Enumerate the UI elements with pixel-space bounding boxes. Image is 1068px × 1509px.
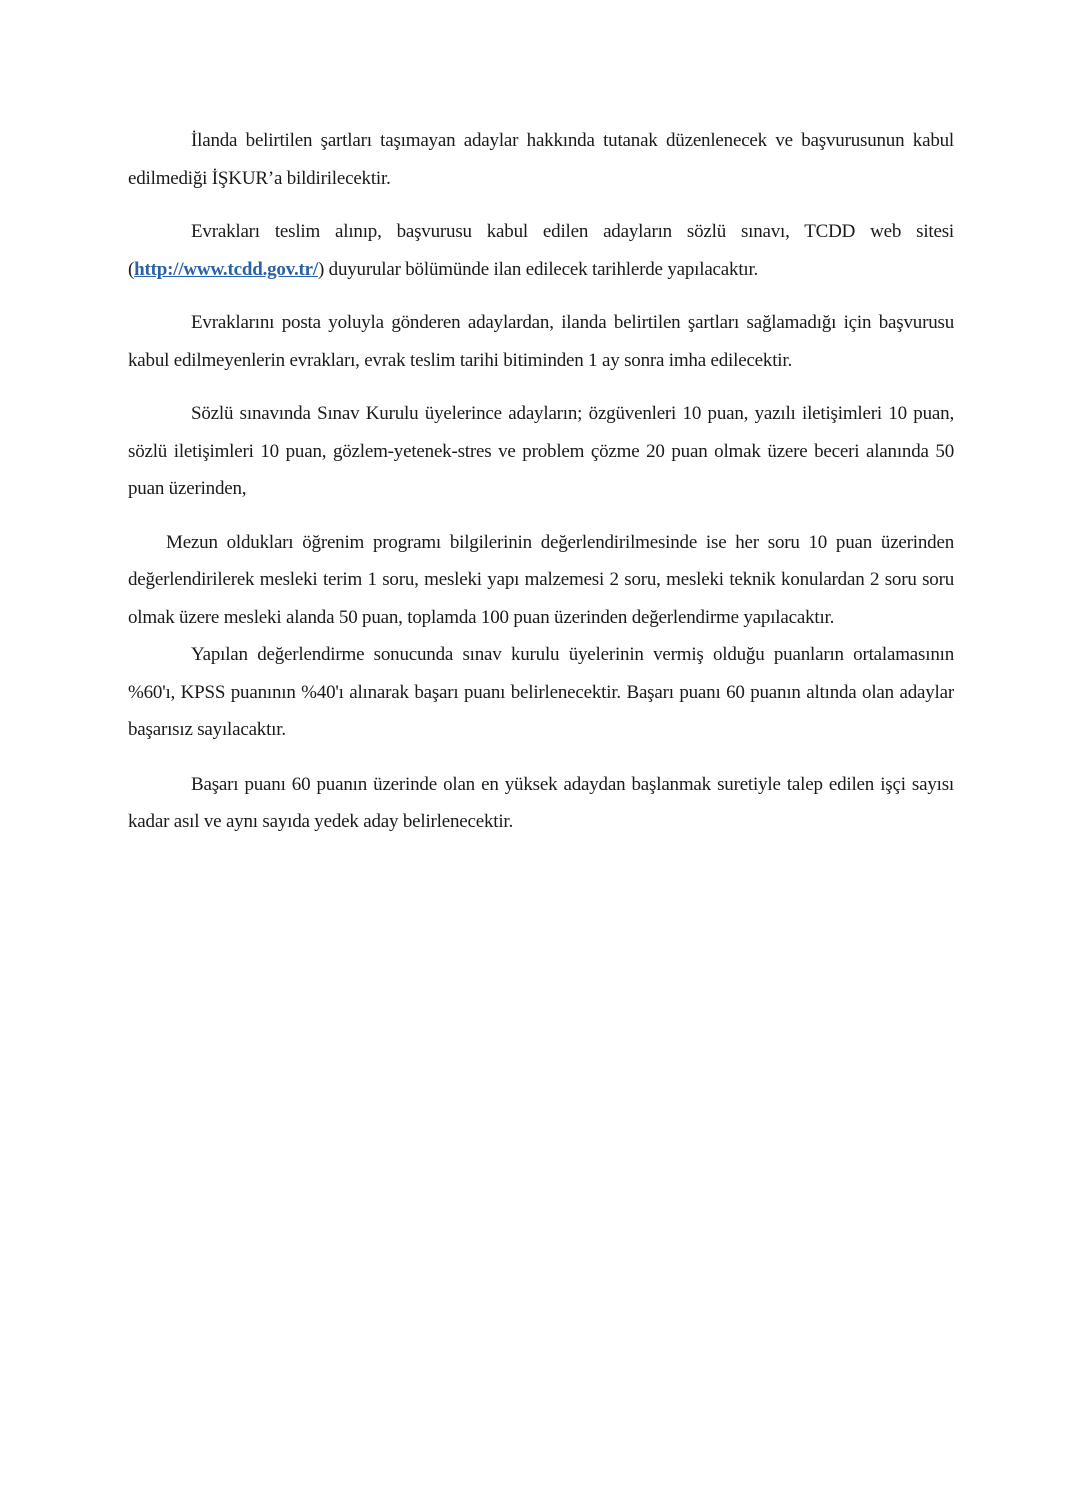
tcdd-website-link[interactable]: http://www.tcdd.gov.tr/ bbox=[134, 258, 318, 280]
paragraph-text-before-link: Evrakları teslim alınıp, başvurusu kabul edilen adayların sözlü sınavı, TCDD web sitesi ( bbox=[128, 221, 954, 280]
document-page bbox=[128, 122, 954, 841]
paragraph-oral-exam-skills: Sözlü sınavında Sınav Kurulu üyelerince adayların; özgüvenleri 10 puan, yazılı iletişimleri 10 puan, sözlü iletişimleri 10 puan, gözlem-yetenek-stres ve problem çözme 20 puan olmak üzere beceri alanında 50 puan üzerinden, bbox=[128, 403, 954, 499]
paragraph-professional-knowledge: Mezun oldukları öğrenim programı bilgilerinin değerlendirilmesinde ise her soru 10 puan üzerinden değerlendirilerek mesleki terim 1 soru, mesleki yapı malzemesi 2 soru, mesleki teknik konulardan 2 soru soru olmak üzere mesleki alanda 50 puan, toplamda 100 puan üzerinden değerlendirme yapılacaktır. bbox=[128, 531, 954, 628]
paragraph-candidate-selection: Başarı puanı 60 puanın üzerinde olan en yüksek adaydan başlanmak suretiyle talep edilen işçi sayısı kadar asıl ve aynı sayıda yedek aday belirlenecektir. bbox=[128, 773, 954, 832]
paragraph-oral-exam-announcement bbox=[128, 213, 954, 288]
paragraph-ineligible-candidates: İlanda belirtilen şartları taşımayan adaylar hakkında tutanak düzenlenecek ve başvurusunun kabul edilmediği İŞKUR’a bildirilecektir. bbox=[128, 130, 954, 189]
paragraph-postal-documents: Evraklarını posta yoluyla gönderen adaylardan, ilanda belirtilen şartları sağlamadığı için başvurusu kabul edilmeyenlerin evrakları, evrak teslim tarihi bitiminden 1 ay sonra imha edilecektir. bbox=[128, 312, 954, 371]
paragraph-success-score: Yapılan değerlendirme sonucunda sınav kurulu üyelerinin vermiş olduğu puanların ortalamasının %60'ı, KPSS puanının %40'ı alınarak başarı puanı belirlenecektir. Başarı puanı 60 puanın altında olan adaylar başarısız sayılacaktır. bbox=[128, 644, 954, 740]
paragraph-text-after-link: ) duyurular bölümünde ilan edilecek tarihlerde yapılacaktır. bbox=[317, 258, 759, 280]
